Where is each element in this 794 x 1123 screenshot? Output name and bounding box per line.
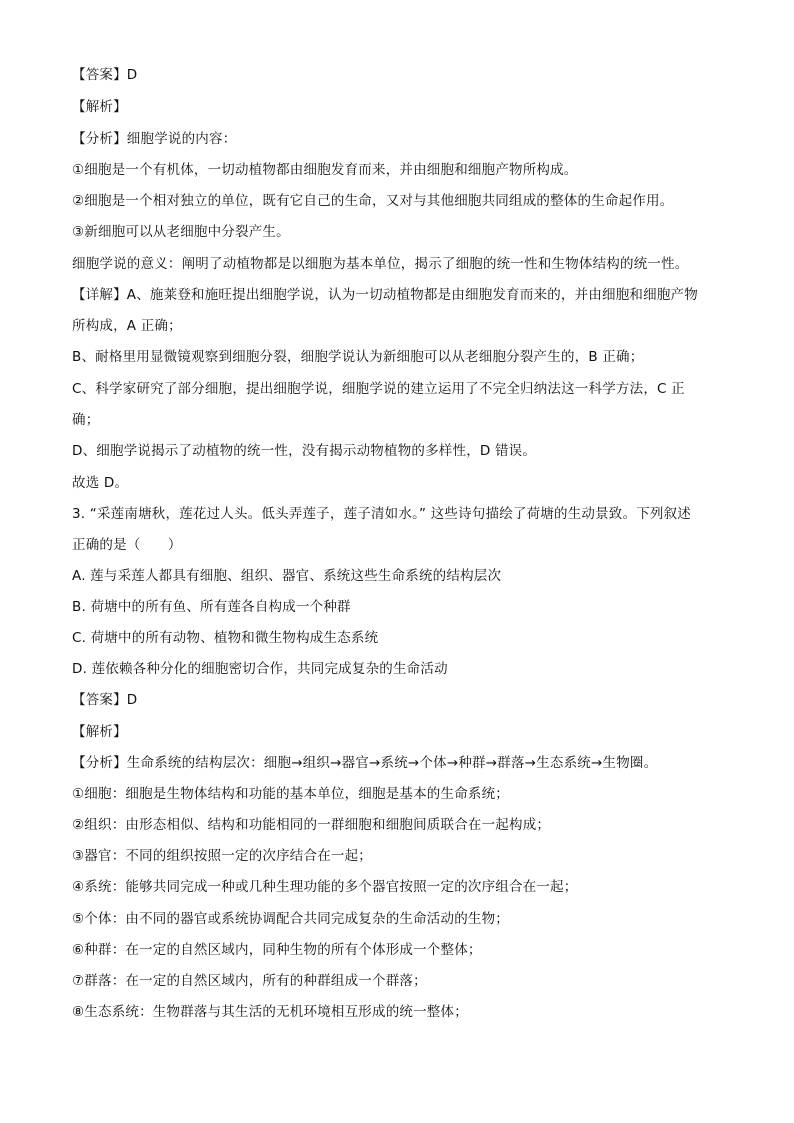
text-line: 【详解】A、施莱登和施旺提出细胞学说，认为一切动植物都是由细胞发育而来的，并由细胞和细胞产物 bbox=[72, 287, 698, 303]
text-line: 【分析】生命系统的结构层次：细胞→组织→器官→系统→个体→种群→群落→生态系统→生物圈。 bbox=[72, 755, 658, 771]
text-line: ②组织：由形态相似、结构和功能相同的一群细胞和细胞间质联合在一起构成； bbox=[72, 817, 551, 833]
text-line: 故选 D。 bbox=[72, 475, 129, 491]
analysis-label: 【解析】 bbox=[72, 724, 127, 740]
text-line: C、科学家研究了部分细胞，提出细胞学说，细胞学说的建立运用了不完全归纳法这一科学方法，C 正 bbox=[72, 381, 685, 397]
text-line: ⑥种群：在一定的自然区域内，同种生物的所有个体形成一个整体； bbox=[72, 942, 482, 958]
option-d: D. 莲依赖各种分化的细胞密切合作，共同完成复杂的生命活动 bbox=[72, 661, 448, 677]
text-line: ③器官：不同的组织按照一定的次序结合在一起； bbox=[72, 848, 373, 864]
text-line: 细胞学说的意义：阐明了动植物都是以细胞为基本单位，揭示了细胞的统一性和生物体结构的统一性。 bbox=[72, 256, 689, 272]
analysis-label: 【解析】 bbox=[72, 99, 127, 115]
question-stem: 正确的是（ ） bbox=[72, 537, 182, 553]
text-line: ③新细胞可以从老细胞中分裂产生。 bbox=[72, 224, 290, 240]
option-b: B. 荷塘中的所有鱼、所有莲各自构成一个种群 bbox=[72, 599, 351, 615]
option-a: A. 莲与采莲人都具有细胞、组织、器官、系统这些生命系统的结构层次 bbox=[72, 568, 502, 584]
text-line: ①细胞是一个有机体，一切动植物都由细胞发育而来，并由细胞和细胞产物所构成。 bbox=[72, 162, 578, 178]
answer-label: 【答案】D bbox=[72, 692, 138, 708]
text-line: ④系统：能够共同完成一种或几种生理功能的多个器官按照一定的次序组合在一起； bbox=[72, 879, 578, 895]
text-line: ①细胞：细胞是生物体结构和功能的基本单位，细胞是基本的生命系统； bbox=[72, 786, 510, 802]
option-c: C. 荷塘中的所有动物、植物和微生物构成生态系统 bbox=[72, 630, 379, 646]
text-line: 确； bbox=[72, 412, 100, 428]
text-line: ⑦群落：在一定的自然区域内，所有的种群组成一个群落； bbox=[72, 973, 427, 989]
text-line: ②细胞是一个相对独立的单位，既有它自己的生命，又对与其他细胞共同组成的整体的生命起作用。 bbox=[72, 193, 674, 209]
text-line: 所构成，A 正确； bbox=[72, 318, 182, 334]
question-stem: 3. “采莲南塘秋，莲花过人头。低头弄莲子，莲子清如水。” 这些诗句描绘了荷塘的生动景致。下列叙述 bbox=[72, 506, 691, 522]
text-line: D、细胞学说揭示了动植物的统一性，没有揭示动物植物的多样性，D 错误。 bbox=[72, 443, 537, 459]
text-line: B、耐格里用显微镜观察到细胞分裂，细胞学说认为新细胞可以从老细胞分裂产生的，B 正确； bbox=[72, 349, 644, 365]
text-line: ⑤个体：由不同的器官或系统协调配合共同完成复杂的生命活动的生物； bbox=[72, 911, 510, 927]
answer-label: 【答案】D bbox=[72, 67, 138, 83]
text-line: ⑧生态系统：生物群落与其生活的无机环境相互形成的统一整体； bbox=[72, 1004, 468, 1020]
text-line: 【分析】细胞学说的内容： bbox=[72, 131, 237, 147]
